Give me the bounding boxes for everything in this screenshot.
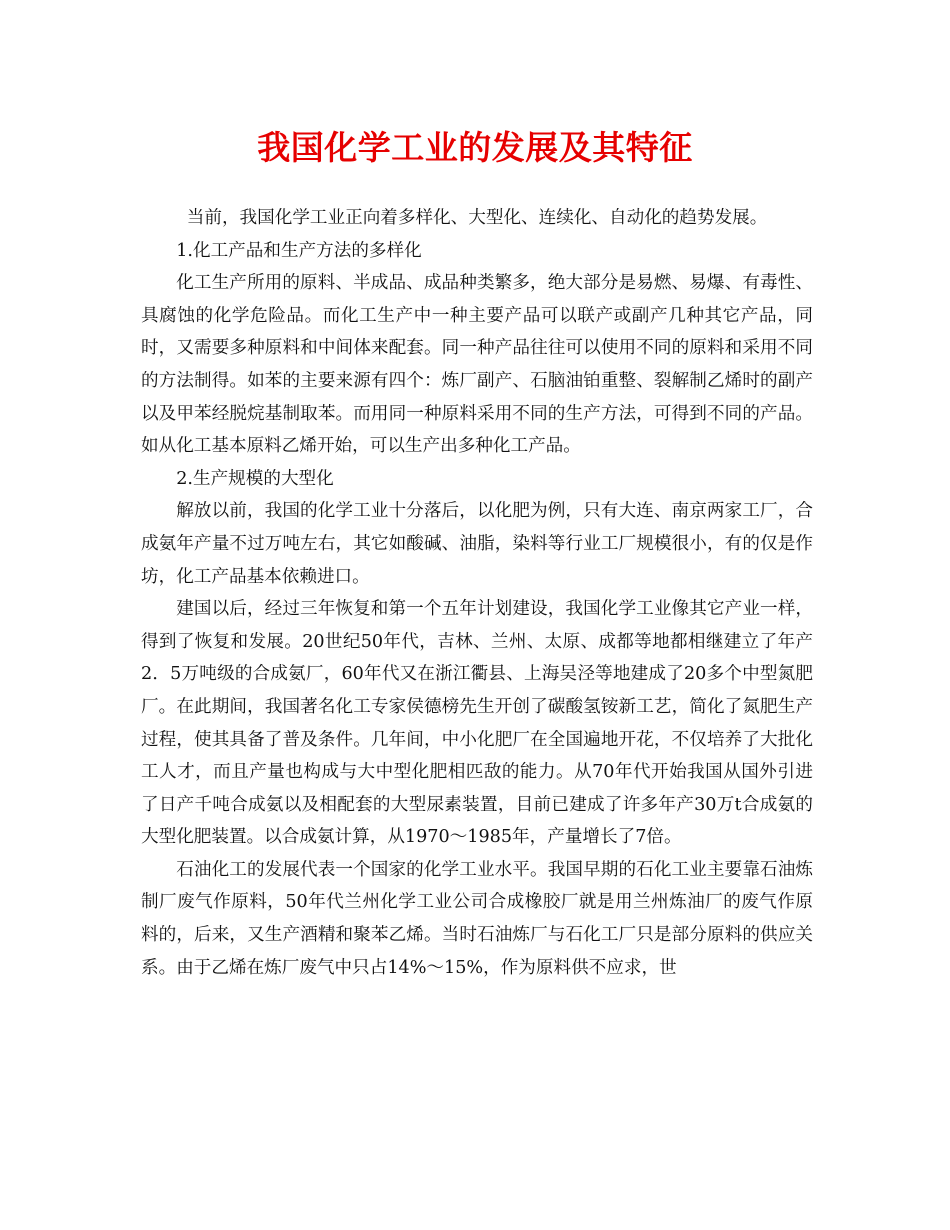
paragraph-post-founding: 建国以后，经过三年恢复和第一个五年计划建设，我国化学工业像其它产业一样，得到了恢复和发展。20世纪50年代，吉林、兰州、太原、成都等地都相继建立了年产2．5万吨级的合成氨厂，60年代又在浙江衢县、上海吴泾等地建成了20多个中型氮肥厂。在此期间，我国著名化工专家侯德榜先生开创了碳酸氢铵新工艺，简化了氮肥生产过程，使其具备了普及条件。几年间，中小化肥厂在全国遍地开花，不仅培养了大批化工人才，而且产量也构成与大中型化肥相匹敌的能力。从70年代开始我国从国外引进了日产千吨合成氨以及相配套的大型尿素装置，目前已建成了许多年产30万t合成氨的大型化肥装置。以合成氨计算，从1970～1985年，产量增长了7倍。 xyxy=(141,599,813,848)
section-heading-1: 1.化工产品和生产方法的多样化 xyxy=(176,240,422,261)
paragraph-intro: 当前，我国化学工业正向着多样化、大型化、连续化、自动化的趋势发展。 xyxy=(186,208,768,228)
document-title: 我国化学工业的发展及其特征 xyxy=(257,128,693,167)
paragraph-pre-liberation: 解放以前，我国的化学工业十分落后，以化肥为例，只有大连、南京两家工厂，合成氨年产量不过万吨左右，其它如酸碱、油脂，染料等行业工厂规模很小，有的仅是作坊，化工产品基本依赖进口。 xyxy=(141,501,813,587)
section-heading-2: 2.生产规模的大型化 xyxy=(176,468,334,489)
paragraph-diversification: 化工生产所用的原料、半成品、成品种类繁多，绝大部分是易燃、易爆、有毒性、具腐蚀的化学危险品。而化工生产中一种主要产品可以联产或副产几种其它产品，同时，又需要多种原料和中间体来配套。同一种产品往往可以使用不同的原料和采用不同的方法制得。如苯的主要来源有四个：炼厂副产、石脑油铂重整、裂解制乙烯时的副产以及甲苯经脱烷基制取苯。而用同一种原料采用不同的生产方法，可得到不同的产品。如从化工基本原料乙烯开始，可以生产出多种化工产品。 xyxy=(141,273,813,457)
document-body xyxy=(141,202,813,984)
paragraph-petrochemical: 石油化工的发展代表一个国家的化学工业水平。我国早期的石化工业主要靠石油炼制厂废气作原料，50年代兰州化学工业公司合成橡胶厂就是用兰州炼油厂的废气作原料的，后来，又生产酒精和聚苯乙烯。当时石油炼厂与石化工厂只是部分原料的供应关系。由于乙烯在炼厂废气中只占14%～15%，作为原料供不应求，世 xyxy=(141,859,813,978)
